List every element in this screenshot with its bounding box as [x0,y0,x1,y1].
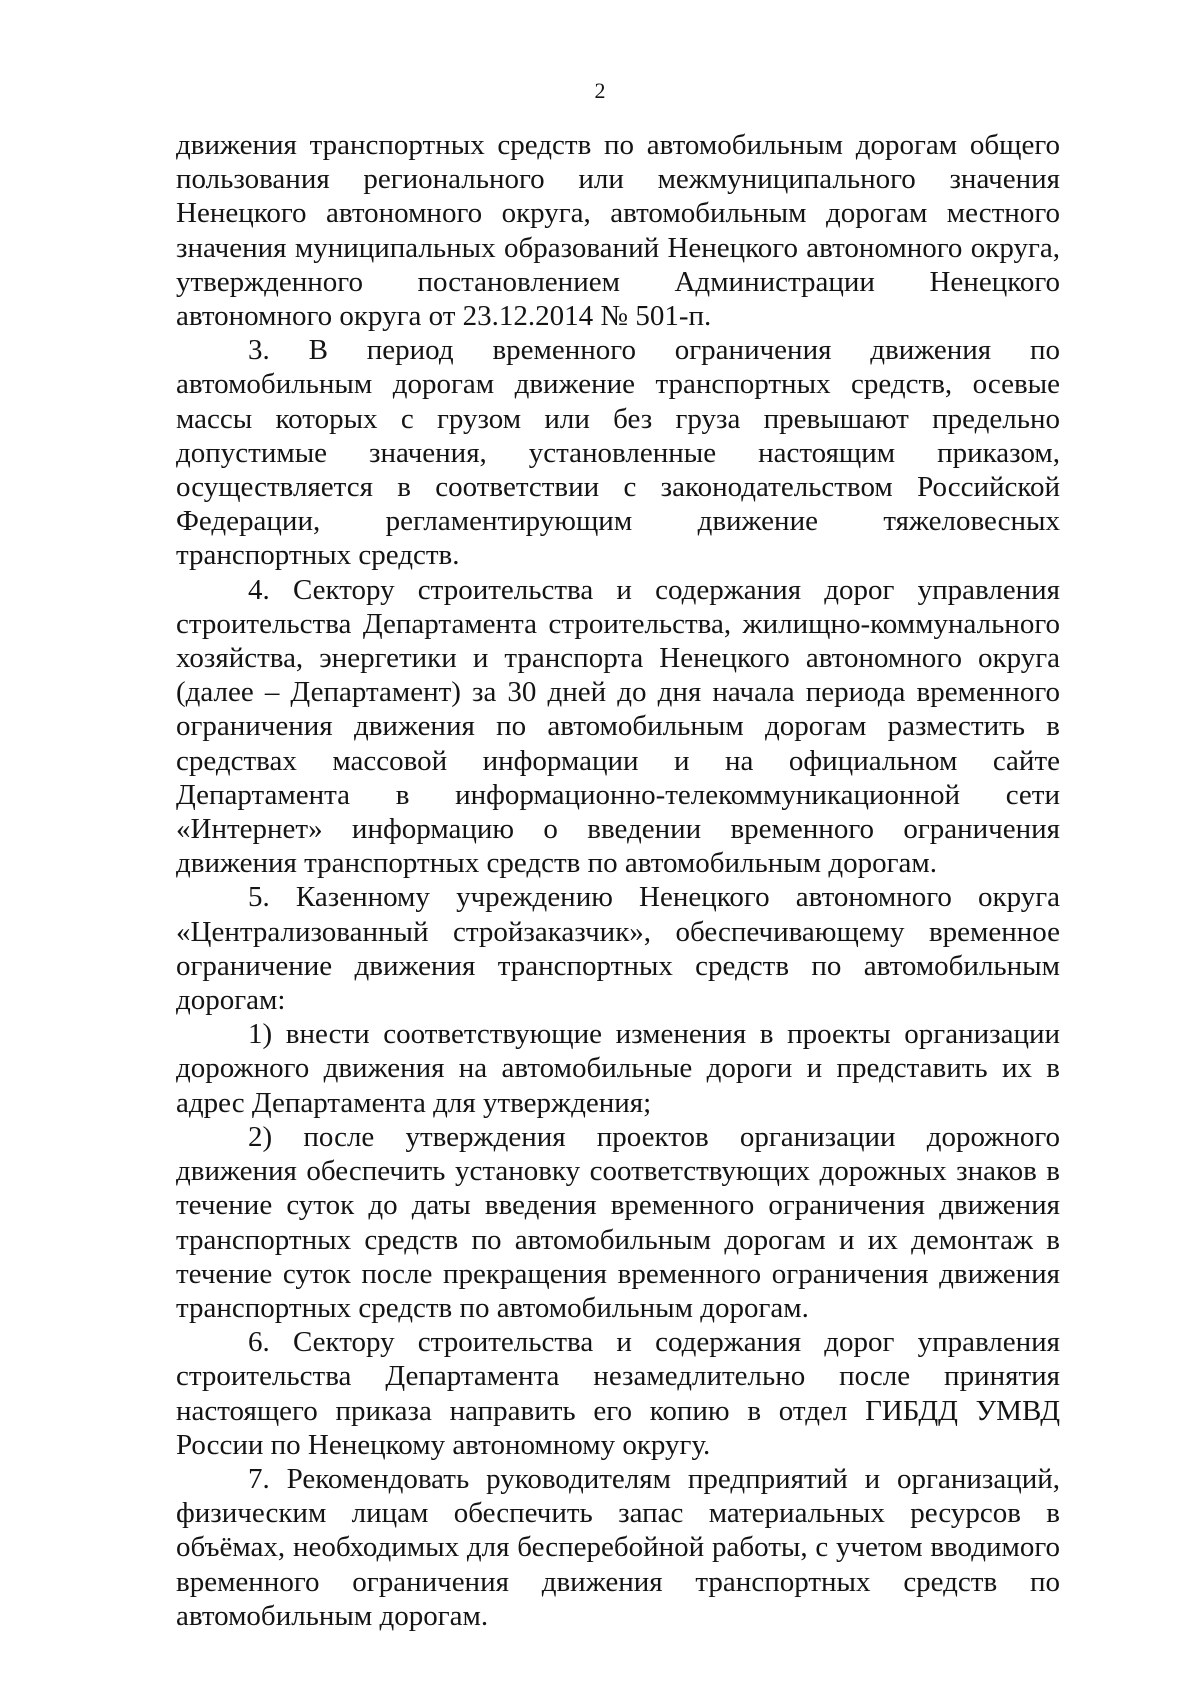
paragraph-item-4: 4. Сектору строительства и содержания дорог управления строительства Департамента строительства, жилищно-коммунального хозяйства, энергетики и транспорта Ненецкого автономного округа (далее – Департамент) за 30 дней до дня начала периода временного ограничения движения по автомобильным дорогам разместить в средствах массовой информации и на официальном сайте Департамента в информационно-телекоммуникационной сети «Интернет» информацию о введении временного ограничения движения транспортных средств по автомобильным дорогам. [176,573,1060,880]
paragraph-subitem-5-2: 2) после утверждения проектов организации дорожного движения обеспечить установку соответствующих дорожных знаков в течение суток до даты введения временного ограничения движения транспортных средств по автомобильным дорогам и их демонтаж в течение суток после прекращения временного ограничения движения транспортных средств по автомобильным дорогам. [176,1120,1060,1324]
paragraph-continuation: движения транспортных средств по автомобильным дорогам общего пользования регионального или межмуниципального значения Ненецкого автономного округа, автомобильным дорогам местного значения муниципальных образований Ненецкого автономного округа, утвержденного постановлением Администрации Ненецкого автономного округа от 23.12.2014 № 501-п. [176,129,1060,333]
paragraph-item-6: 6. Сектору строительства и содержания дорог управления строительства Департамента незамедлительно после принятия настоящего приказа направить его копию в отдел ГИБДД УМВД России по Ненецкому автономному округу. [176,1326,1060,1461]
paragraph-item-3: 3. В период временного ограничения движения по автомобильным дорогам движение транспортных средств, осевые массы которых с грузом или без груза превышают предельно допустимые значения, установленные настоящим приказом, осуществляется в соответствии с законодательством Российской Федерации, регламентирующим движение тяжеловесных транспортных средств. [176,334,1060,572]
paragraph-item-5: 5. Казенному учреждению Ненецкого автономного округа «Централизованный стройзаказчик», обеспечивающему временное ограничение движения транспортных средств по автомобильным дорогам: [176,881,1060,1017]
paragraph-subitem-5-1: 1) внести соответствующие изменения в проекты организации дорожного движения на автомобильные дороги и представить их в адрес Департамента для утверждения; [176,1018,1060,1119]
document-body [176,128,1060,1633]
paragraph-item-7: 7. Рекомендовать руководителям предприятий и организаций, физическим лицам обеспечить запас материальных ресурсов в объёмах, необходимых для бесперебойной работы, с учетом вводимого временного ограничения движения транспортных средств по автомобильным дорогам. [176,1462,1060,1632]
page-number: 2 [594,78,606,103]
